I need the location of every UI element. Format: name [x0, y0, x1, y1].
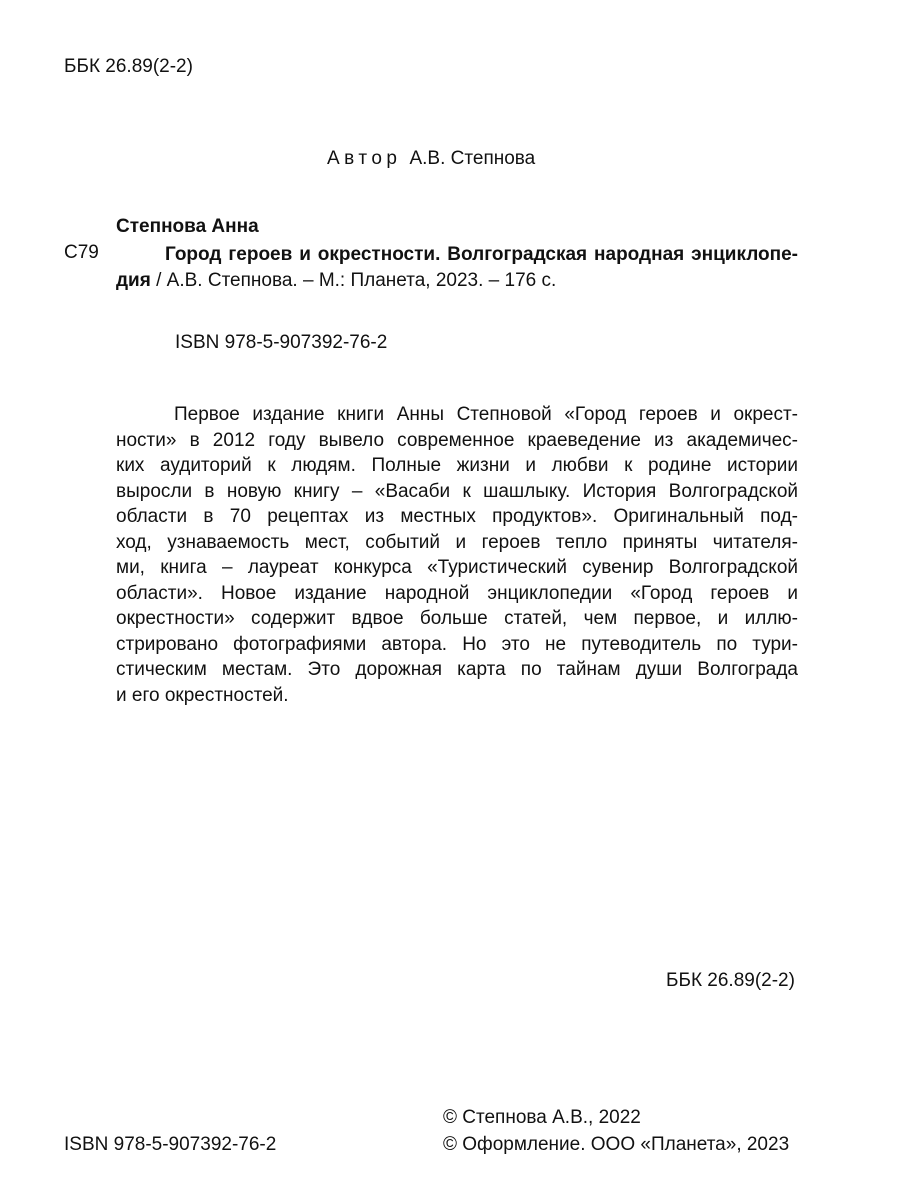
isbn-bottom: ISBN 978-5-907392-76-2	[64, 1134, 277, 1155]
author-sign-code: С79	[64, 242, 99, 263]
bbk-code-bottom: ББК 26.89(2-2)	[666, 970, 795, 991]
bibliographic-title	[116, 242, 798, 294]
author-heading: Степнова Анна	[116, 216, 259, 237]
bbk-code-top: ББК 26.89(2-2)	[64, 56, 193, 77]
annotation-line: ход, узнаваемость мест, событий и героев тепло приняты читателя-	[116, 531, 798, 553]
title-line-1: Город героев и окрестности. Волгоградская народная энциклопе-	[165, 244, 798, 265]
annotation-paragraph	[116, 402, 798, 708]
annotation-line: выросли в новую книгу – «Васаби к шашлыку. История Волгоградской	[116, 480, 798, 502]
annotation-line: ких аудиторий к людям. Полные жизни и любви к родине истории	[116, 455, 798, 476]
annotation-line: области в 70 рецептах из местных продуктов». Оригинальный под-	[116, 506, 798, 527]
annotation-line: области». Новое издание народной энциклопедии «Город героев и	[116, 582, 798, 604]
copyright-design: © Оформление. ООО «Планета», 2023	[443, 1134, 790, 1155]
annotation-line: окрестности» содержит вдвое больше статей, чем первое, и иллю-	[116, 608, 798, 629]
copyright-author: © Степнова А.В., 2022	[443, 1107, 641, 1128]
isbn-middle: ISBN 978-5-907392-76-2	[175, 332, 388, 353]
annotation-line: и его окрестностей.	[116, 684, 289, 706]
author-name: А.В. Степнова	[409, 148, 536, 169]
author-line	[327, 148, 535, 170]
title-line-2-rest: / А.В. Степнова. – М.: Планета, 2023. – 176 с.	[150, 270, 557, 291]
author-label: Автор	[327, 148, 402, 169]
title-line-2	[116, 268, 798, 294]
annotation-line: ми, книга – лауреат конкурса «Туристический сувенир Волгоградской	[116, 557, 798, 578]
annotation-line: Первое издание книги Анны Степновой «Город героев и окрест-	[174, 404, 798, 425]
annotation-line: стическим местам. Это дорожная карта по тайнам души Волгограда	[116, 659, 798, 680]
annotation-line: стрировано фотографиями автора. Но это не путеводитель по тури-	[116, 633, 798, 655]
title-line-2-bold: дия	[116, 270, 151, 291]
annotation-line: ности» в 2012 году вывело современное краеведение из академичес-	[116, 429, 798, 451]
